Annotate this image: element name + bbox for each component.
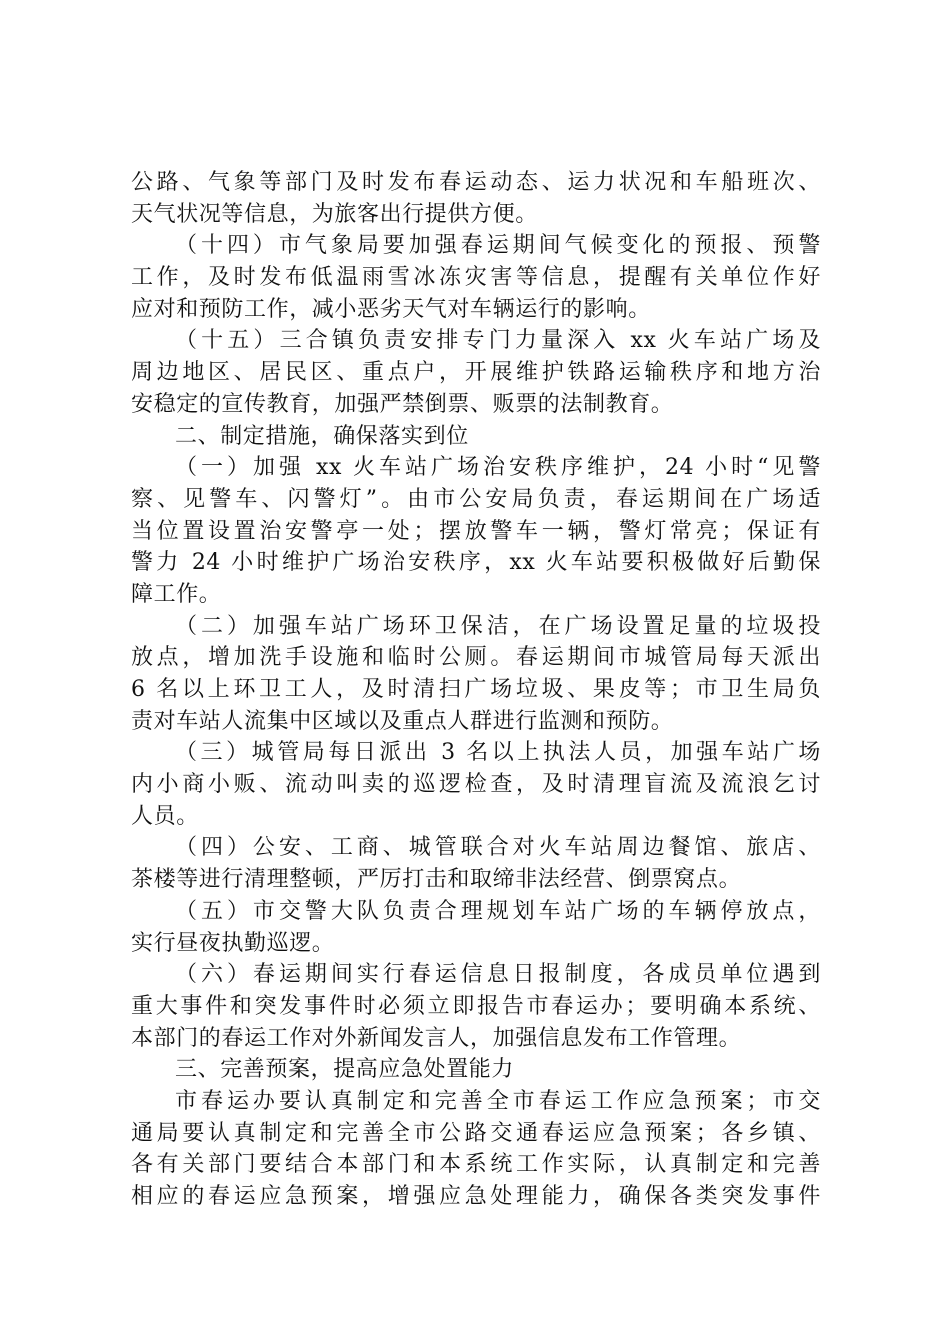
text-line: 当位置设置治安警亭一处；摆放警车一辆，警灯常亮；保证有 [131,518,821,544]
text-line: （六）春运期间实行春运信息日报制度，各成员单位遇到 [175,962,821,988]
document-body [131,167,821,1213]
text-line: 人员。 [131,803,199,829]
text-line: （四）公安、工商、城管联合对火车站周边餐馆、旅店、 [175,835,821,861]
text-line: 应对和预防工作，减小恶劣天气对车辆运行的影响。 [131,296,651,322]
text-line: 公路、气象等部门及时发布春运动态、运力状况和车船班次、 [131,170,821,195]
text-line: （十四）市气象局要加强春运期间气候变化的预报、预警 [175,233,821,259]
text-line: 重大事件和突发事件时必须立即报告市春运办；要明确本系统、 [131,993,821,1019]
text-line: 放点，增加洗手设施和临时公厕。春运期间市城管局每天派出 [131,645,821,671]
text-line: 天气状况等信息，为旅客出行提供方便。 [131,201,538,227]
text-line: 实行昼夜执勤巡逻。 [131,930,335,956]
text-line: （五）市交警大队负责合理规划车站广场的车辆停放点， [175,898,821,924]
text-line: 6 名以上环卫工人，及时清扫广场垃圾、果皮等；市卫生局负 [131,677,821,702]
text-line: （一）加强 xx 火车站广场治安秩序维护，24 小时“见警 [175,455,821,481]
text-line: 工作，及时发布低温雨雪冰冻灾害等信息，提醒有关单位作好 [131,265,821,291]
text-line: （十五）三合镇负责安排专门力量深入 xx 火车站广场及 [175,328,821,354]
text-line: 警力 24 小时维护广场治安秩序，xx 火车站要积极做好后勤保 [131,550,821,576]
text-line: 责对车站人流集中区域以及重点人群进行监测和预防。 [131,708,674,734]
text-line: 周边地区、居民区、重点户，开展维护铁路运输秩序和地方治 [131,360,821,386]
text-line: 相应的春运应急预案，增强应急处理能力，确保各类突发事件 [131,1184,821,1209]
text-line: 内小商小贩、流动叫卖的巡逻检查，及时清理盲流及流浪乞讨 [131,772,821,798]
text-line: 茶楼等进行清理整顿，严厉打击和取缔非法经营、倒票窝点。 [131,867,742,893]
text-line: 本部门的春运工作对外新闻发言人，加强信息发布工作管理。 [131,1025,742,1051]
text-line: 各有关部门要结合本部门和本系统工作实际，认真制定和完善 [131,1152,821,1178]
text-line: 三、完善预案，提高应急处置能力 [175,1057,515,1083]
text-line: 安稳定的宣传教育，加强严禁倒票、贩票的法制教育。 [131,391,674,417]
text-line: 市春运办要认真制定和完善全市春运工作应急预案；市交 [175,1088,821,1114]
text-line: 二、制定措施，确保落实到位 [175,423,469,449]
text-line: 通局要认真制定和完善全市公路交通春运应急预案；各乡镇、 [131,1120,821,1146]
text-line: 障工作。 [131,581,222,607]
text-line: （三）城管局每日派出 3 名以上执法人员，加强车站广场 [175,740,821,766]
text-line: 察、见警车、闪警灯”。由市公安局负责，春运期间在广场适 [131,486,821,512]
text-line: （二）加强车站广场环卫保洁，在广场设置足量的垃圾投 [175,613,821,639]
